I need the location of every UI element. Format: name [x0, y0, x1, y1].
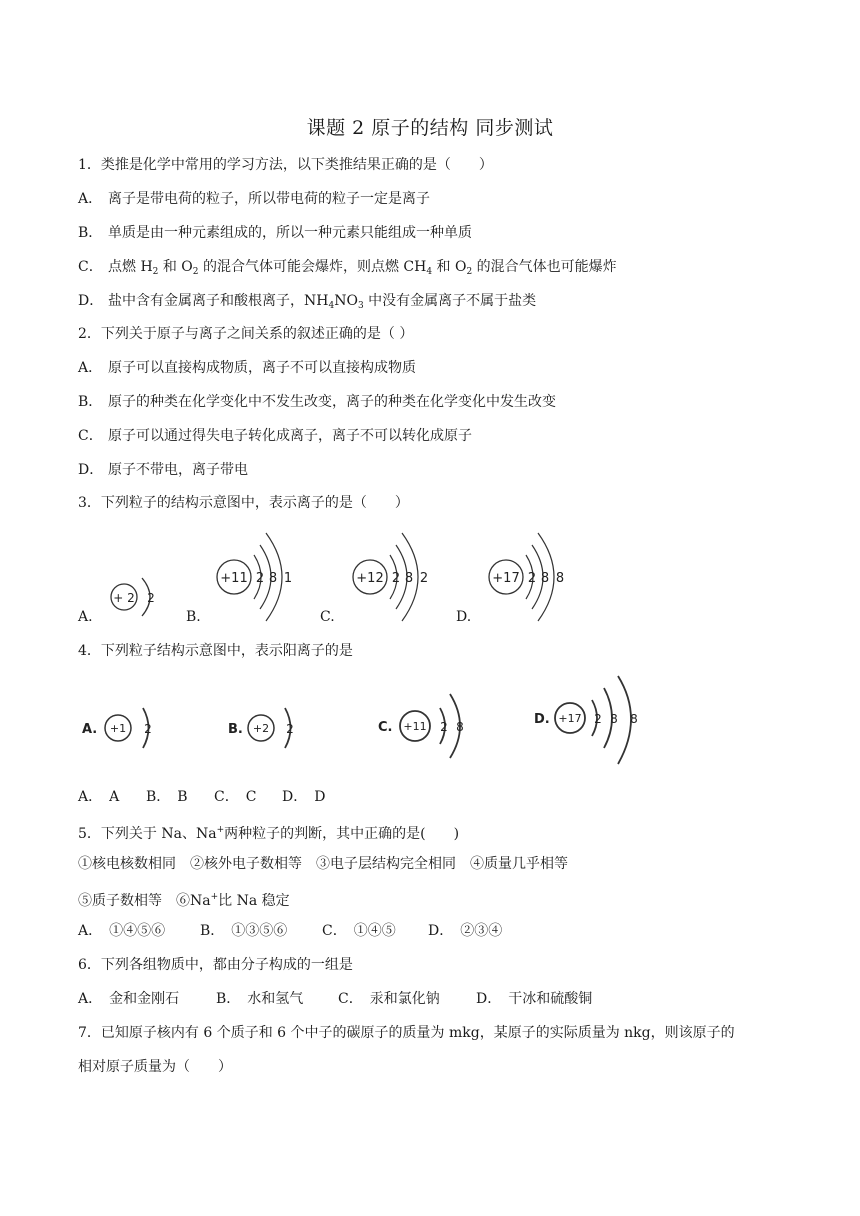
option-label: A．	[78, 191, 103, 207]
shell-electrons: 8	[610, 712, 618, 726]
question-2-option-a[interactable]	[78, 359, 416, 377]
nucleus-charge: +11	[403, 720, 427, 733]
option-text: 原子可以直接构成物质，离子不可以直接构成物质	[108, 360, 416, 376]
question-4-option-a[interactable]: A． A	[78, 789, 120, 805]
question-1-stem: 1．类推是化学中常用的学习方法，以下类推结果正确的是（ ）	[78, 157, 493, 173]
shell-electrons: 2	[144, 722, 152, 736]
option-label: C．	[78, 428, 103, 444]
nucleus-charge: +1	[109, 722, 127, 735]
question-3-label-b[interactable]: B.	[186, 609, 201, 625]
shell-electrons: 2	[419, 571, 429, 586]
shell-electrons: 8	[555, 571, 565, 586]
question-4-options	[78, 788, 325, 806]
shell-electrons: 2	[147, 591, 155, 605]
nucleus-charge: +2	[252, 722, 270, 735]
question-2-stem: 2．下列关于原子与离子之间关系的叙述正确的是（ ）	[78, 326, 414, 342]
q3-diagram-d	[484, 525, 579, 629]
question-5-option-b[interactable]: B． ①③⑤⑥	[200, 923, 288, 939]
question-2-option-c[interactable]	[78, 427, 472, 445]
option-text: 原子的种类在化学变化中不发生改变，离子的种类在化学变化中发生改变	[108, 394, 556, 410]
option-text: 原子可以通过得失电子转化成离子，离子不可以转化成原子	[108, 428, 472, 444]
shell-electrons: 2	[255, 571, 265, 586]
option-text: 点燃 $H_2$ 和 $O_2$ 的混合气体可能会爆炸，则点燃 $CH_4$ 和 $O_2$ 的混合气体也可能爆炸	[108, 259, 617, 277]
question-5-options	[78, 922, 502, 940]
question-4-option-c[interactable]: C． C	[214, 789, 257, 805]
question-3-stem: 3．下列粒子的结构示意图中，表示离子的是（ ）	[78, 495, 409, 511]
question-5-stem: 5．下列关于 Na、Na+两种粒子的判断，其中正确的是( )	[78, 825, 460, 842]
q4-diagram-c	[378, 690, 478, 769]
shell-electrons: 8	[630, 712, 638, 726]
shell-electrons: 2	[391, 571, 401, 586]
question-1-option-c[interactable]	[78, 258, 617, 281]
question-5-option-c[interactable]: C． ①④⑤	[322, 923, 396, 939]
diagram-label: C.	[378, 720, 393, 735]
shell-electrons: 8	[540, 571, 550, 586]
question-4-option-d[interactable]: D． D	[282, 789, 326, 805]
shell-electrons: 2	[594, 712, 602, 726]
question-3-label-a[interactable]: A.	[78, 609, 93, 625]
shell-electrons: 8	[456, 720, 464, 734]
shell-electrons: 8	[404, 571, 414, 586]
question-2-option-d[interactable]	[78, 461, 248, 479]
option-text: 原子不带电，离子带电	[108, 462, 248, 478]
diagram-label: A.	[82, 722, 98, 737]
nucleus-charge: + 2	[113, 591, 135, 605]
q4-diagram-a	[80, 698, 160, 762]
option-text: 单质是由一种元素组成的，所以一种元素只能组成一种单质	[108, 225, 472, 241]
question-4-stem: 4．下列粒子结构示意图中，表示阳离子的是	[78, 643, 353, 659]
question-5-statements-2: ⑤质子数相等 ⑥Na+比 Na 稳定	[78, 892, 290, 909]
option-label: B．	[78, 394, 103, 410]
question-6-option-d[interactable]: D． 干冰和硫酸铜	[476, 991, 593, 1007]
shell-electrons: 1	[283, 571, 293, 586]
question-2-option-b[interactable]	[78, 393, 556, 411]
question-7-stem-line-2: 相对原子质量为（ ）	[78, 1059, 232, 1075]
question-6-option-a[interactable]: A． 金和金刚石	[78, 991, 180, 1007]
q4-diagram-b	[226, 698, 306, 762]
question-1-option-b[interactable]	[78, 224, 472, 242]
q3-diagram-a	[106, 566, 166, 630]
option-label: C．	[78, 259, 103, 275]
option-label: B．	[78, 225, 103, 241]
question-6-stem: 6．下列各组物质中，都由分子构成的一组是	[78, 957, 353, 973]
option-label: D．	[78, 462, 104, 478]
question-3-label-c[interactable]: C.	[320, 609, 335, 625]
shell-electrons: 2	[286, 722, 294, 736]
question-5-option-d[interactable]: D． ②③④	[428, 923, 503, 939]
option-text: 盐中含有金属离子和酸根离子，$NH_4NO_3$ 中没有金属离子不属于盐类	[108, 293, 537, 311]
diagram-label: B.	[228, 722, 243, 737]
question-1-option-a[interactable]	[78, 190, 430, 208]
shell-electrons: 2	[440, 720, 448, 734]
nucleus-charge: +12	[356, 571, 384, 586]
question-6-option-b[interactable]: B． 水和氢气	[216, 991, 304, 1007]
page-title: 课题 2 原子的结构 同步测试	[306, 117, 554, 139]
question-5-option-a[interactable]: A． ①④⑤⑥	[78, 923, 166, 939]
question-6-options	[78, 990, 592, 1008]
option-label: A．	[78, 360, 103, 376]
q4-diagram-d	[534, 674, 649, 778]
question-6-option-c[interactable]: C． 汞和氯化钠	[338, 991, 440, 1007]
question-4-option-b[interactable]: B． B	[146, 789, 188, 805]
option-text: 离子是带电荷的粒子，所以带电荷的粒子一定是离子	[108, 191, 430, 207]
shell-electrons: 2	[527, 571, 537, 586]
question-7-stem-line-1: 7．已知原子核内有 6 个质子和 6 个中子的碳原子的质量为 mkg，某原子的实际质量为 nkg，则该原子的	[78, 1025, 735, 1041]
diagram-label: D.	[534, 712, 550, 727]
question-1-option-d[interactable]	[78, 292, 536, 315]
question-5-statements-1: ①核电核数相同 ②核外电子数相等 ③电子层结构完全相同 ④质量几乎相等	[78, 856, 568, 872]
nucleus-charge: +17	[492, 571, 520, 586]
option-label: D．	[78, 293, 104, 309]
nucleus-charge: +17	[558, 712, 582, 725]
q3-diagram-c	[348, 525, 443, 629]
nucleus-charge: +11	[220, 571, 248, 586]
q3-diagram-b	[212, 525, 307, 629]
question-3-label-d[interactable]: D.	[456, 609, 472, 625]
shell-electrons: 8	[268, 571, 278, 586]
